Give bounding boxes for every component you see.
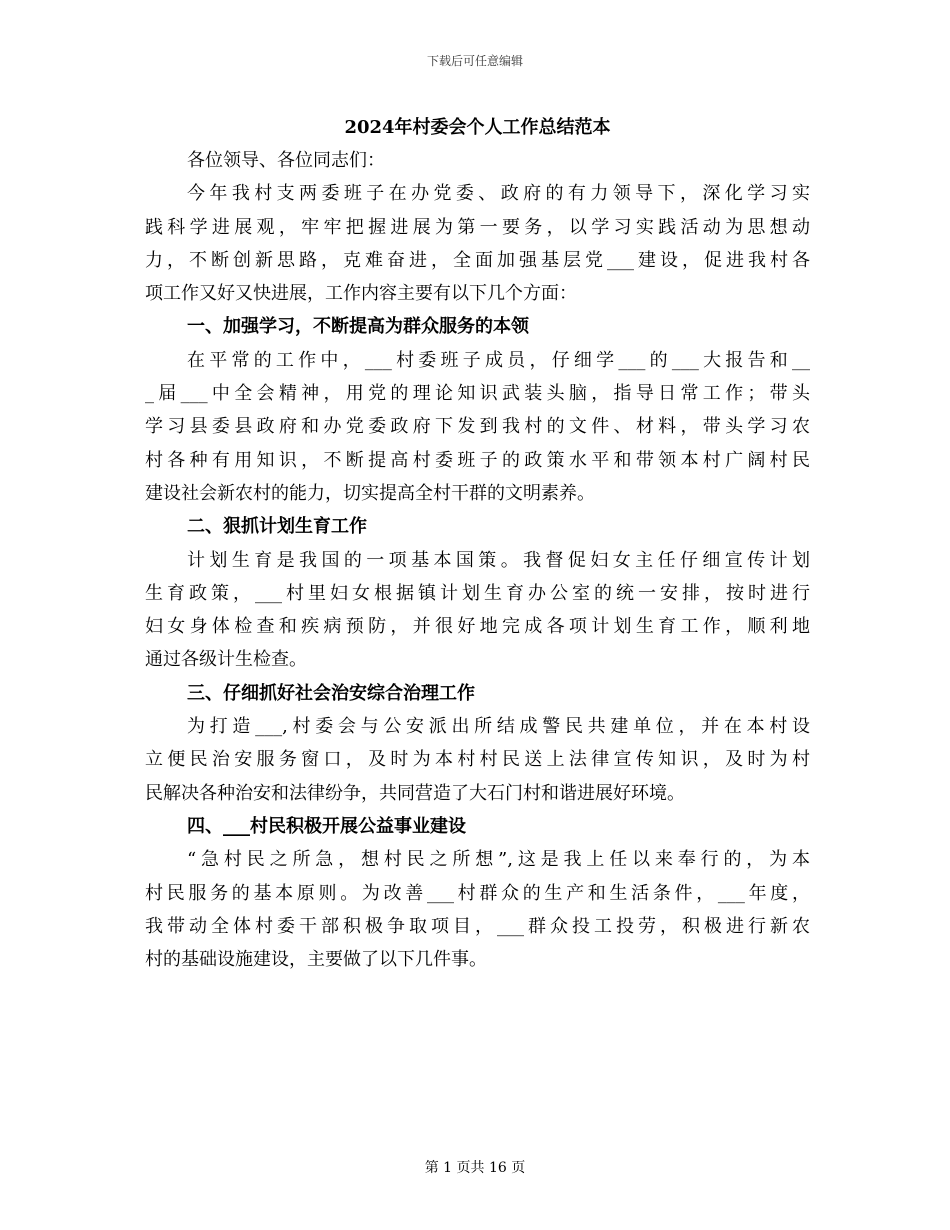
paragraph-line: 今年我村支两委班子在办党委、政府的有力领导下，深化学习实	[187, 183, 810, 205]
greeting: 各位领导、各位同志们：	[187, 150, 385, 171]
section-heading: 四、___村民积极开展公益事业建设	[187, 815, 466, 837]
paragraph-line: 在平常的工作中，___村委班子成员，仔细学___的___大报告和__	[187, 349, 810, 371]
document-body	[145, 112, 810, 976]
paragraph-line: 践科学进展观，牢牢把握进展为第一要务，以学习实践活动为思想动	[145, 216, 810, 238]
paragraph-line: 妇女身体检查和疾病预防，并很好地完成各项计划生育工作，顺利地	[145, 616, 810, 638]
paragraph-line: 立便民治安服务窗口，及时为本村村民送上法律宣传知识，及时为村	[145, 749, 810, 771]
paragraph-line: 我带动全体村委干部积极争取项目，___群众投工投劳，积极进行新农	[145, 915, 810, 937]
paragraph-line: 通过各级计生检查。	[145, 649, 307, 671]
paragraph-line: 为打造___,村委会与公安派出所结成警民共建单位，并在本村设	[187, 716, 810, 738]
section-4	[145, 810, 810, 976]
intro-paragraph	[145, 177, 810, 310]
section-heading: 一、加强学习，不断提高为群众服务的本领	[187, 316, 529, 338]
section-heading: 二、狠抓计划生育工作	[187, 516, 367, 538]
section-3	[145, 677, 810, 810]
paragraph-line: 村的基础设施建设，主要做了以下几件事。	[145, 949, 487, 971]
paragraph-line: 力，不断创新思路，克难奋进，全面加强基层党___建设，促进我村各	[145, 249, 810, 271]
paragraph-line: 生育政策，___村里妇女根据镇计划生育办公室的统一安排，按时进行	[145, 582, 810, 604]
paragraph-line: “急村民之所急，想村民之所想”,这是我上任以来奉行的，为本	[187, 849, 810, 871]
page-header-note: 下载后可任意编辑	[426, 54, 523, 68]
document-title: 2024年村委会个人工作总结范本	[344, 117, 611, 138]
section-1	[145, 310, 810, 510]
section-2	[145, 510, 810, 676]
page-number: 第 1 页共 16 页	[424, 1160, 526, 1176]
paragraph-line: 计划生育是我国的一项基本国策。我督促妇女主任仔细宣传计划	[187, 549, 810, 571]
paragraph-line: 建设社会新农村的能力，切实提高全村干群的文明素养。	[145, 482, 595, 504]
paragraph-line: 民解决各种治安和法律纷争，共同营造了大石门村和谐进展好环境。	[145, 782, 685, 804]
section-heading: 三、仔细抓好社会治安综合治理工作	[187, 682, 475, 704]
paragraph-line: _届___中全会精神，用党的理论知识武装头脑，指导日常工作；带头	[145, 383, 810, 405]
paragraph-line: 村各种有用知识，不断提高村委班子的政策水平和带领本村广阔村民	[145, 449, 810, 471]
paragraph-line: 学习县委县政府和办党委政府下发到我村的文件、材料，带头学习农	[145, 416, 810, 438]
paragraph-line: 村民服务的基本原则。为改善___村群众的生产和生活条件，___年度，	[145, 882, 810, 904]
paragraph-line: 项工作又好又快进展，工作内容主要有以下几个方面：	[145, 283, 577, 305]
